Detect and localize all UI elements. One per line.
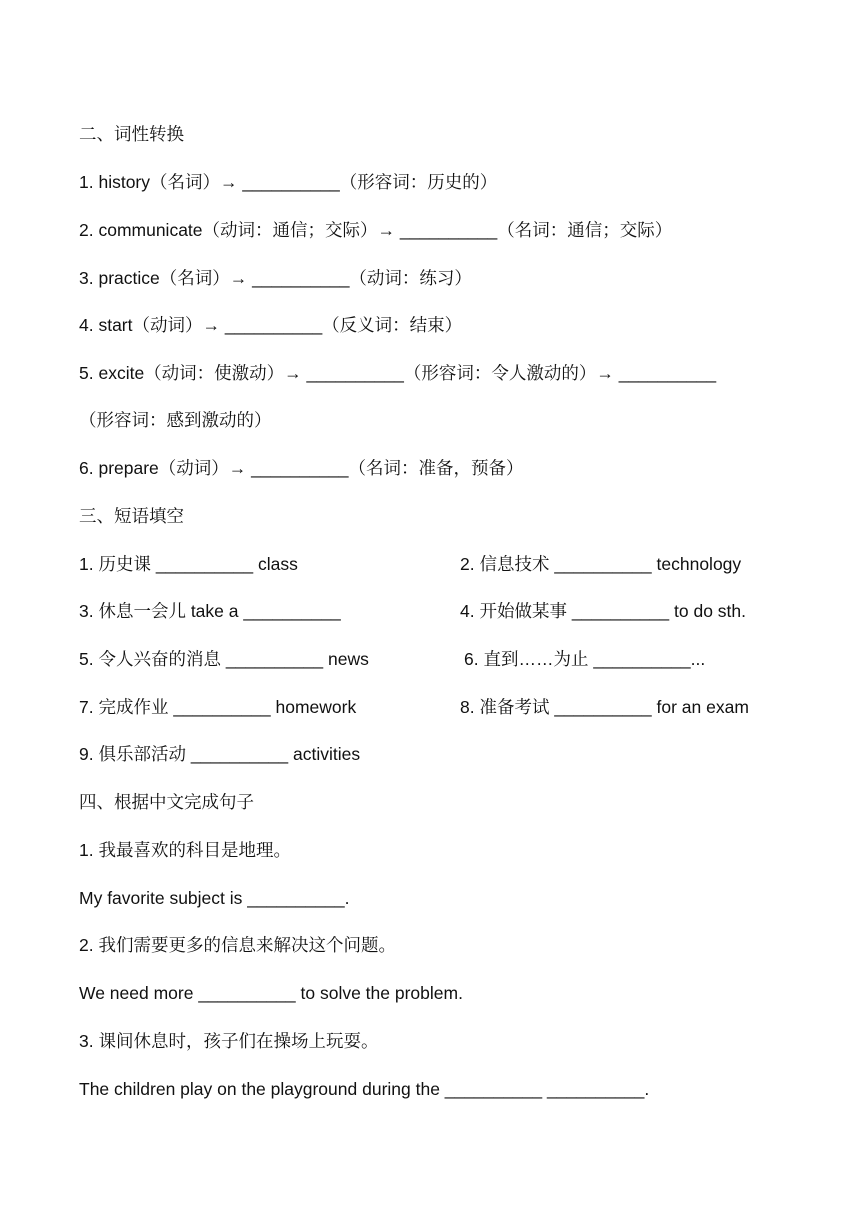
section-heading-word-conversion: 二、词性转换: [79, 124, 184, 144]
question-line: 6. prepare（动词）→ __________（名词：准备，预备）: [79, 458, 524, 478]
sentence-answer-line: We need more __________ to solve the problem.: [79, 983, 463, 1003]
sentence-prompt: 3. 课间休息时，孩子们在操场上玩耍。: [79, 1031, 379, 1051]
question-line: 1. history（名词）→ __________（形容词：历史的）: [79, 172, 498, 192]
sentence-prompt: 1. 我最喜欢的科目是地理。: [79, 840, 291, 860]
phrase-item: 5. 令人兴奋的消息 __________ news: [79, 649, 369, 669]
phrase-item: 2. 信息技术 __________ technology: [460, 554, 742, 574]
question-line: 5. excite（动词：使激动）→ __________（形容词：令人激动的）→ __________: [79, 363, 717, 383]
phrase-item: 1. 历史课 __________ class: [79, 554, 298, 574]
question-line: 2. communicate（动词：通信；交际）→ __________（名词：通信；交际）: [79, 220, 673, 240]
phrase-item: 3. 休息一会儿 take a __________: [79, 601, 341, 621]
sentence-answer-line: The children play on the playground during the __________ __________.: [79, 1079, 650, 1099]
phrase-item: 6. 直到……为止 __________...: [464, 649, 706, 669]
section-heading-complete-sentences: 四、根据中文完成句子: [79, 792, 254, 812]
question-line: 3. practice（名词）→ __________（动词：练习）: [79, 268, 472, 288]
question-line-continued: （形容词：感到激动的）: [79, 410, 272, 430]
phrase-item: 8. 准备考试 __________ for an exam: [460, 697, 749, 717]
section-heading-phrase-fill: 三、短语填空: [79, 506, 184, 526]
phrase-item: 9. 俱乐部活动 __________ activities: [79, 744, 361, 764]
question-line: 4. start（动词）→ __________（反义词：结束）: [79, 315, 463, 335]
phrase-item: 4. 开始做某事 __________ to do sth.: [460, 601, 746, 621]
sentence-answer-line: My favorite subject is __________.: [79, 888, 350, 908]
sentence-prompt: 2. 我们需要更多的信息来解决这个问题。: [79, 935, 396, 955]
phrase-item: 7. 完成作业 __________ homework: [79, 697, 357, 717]
